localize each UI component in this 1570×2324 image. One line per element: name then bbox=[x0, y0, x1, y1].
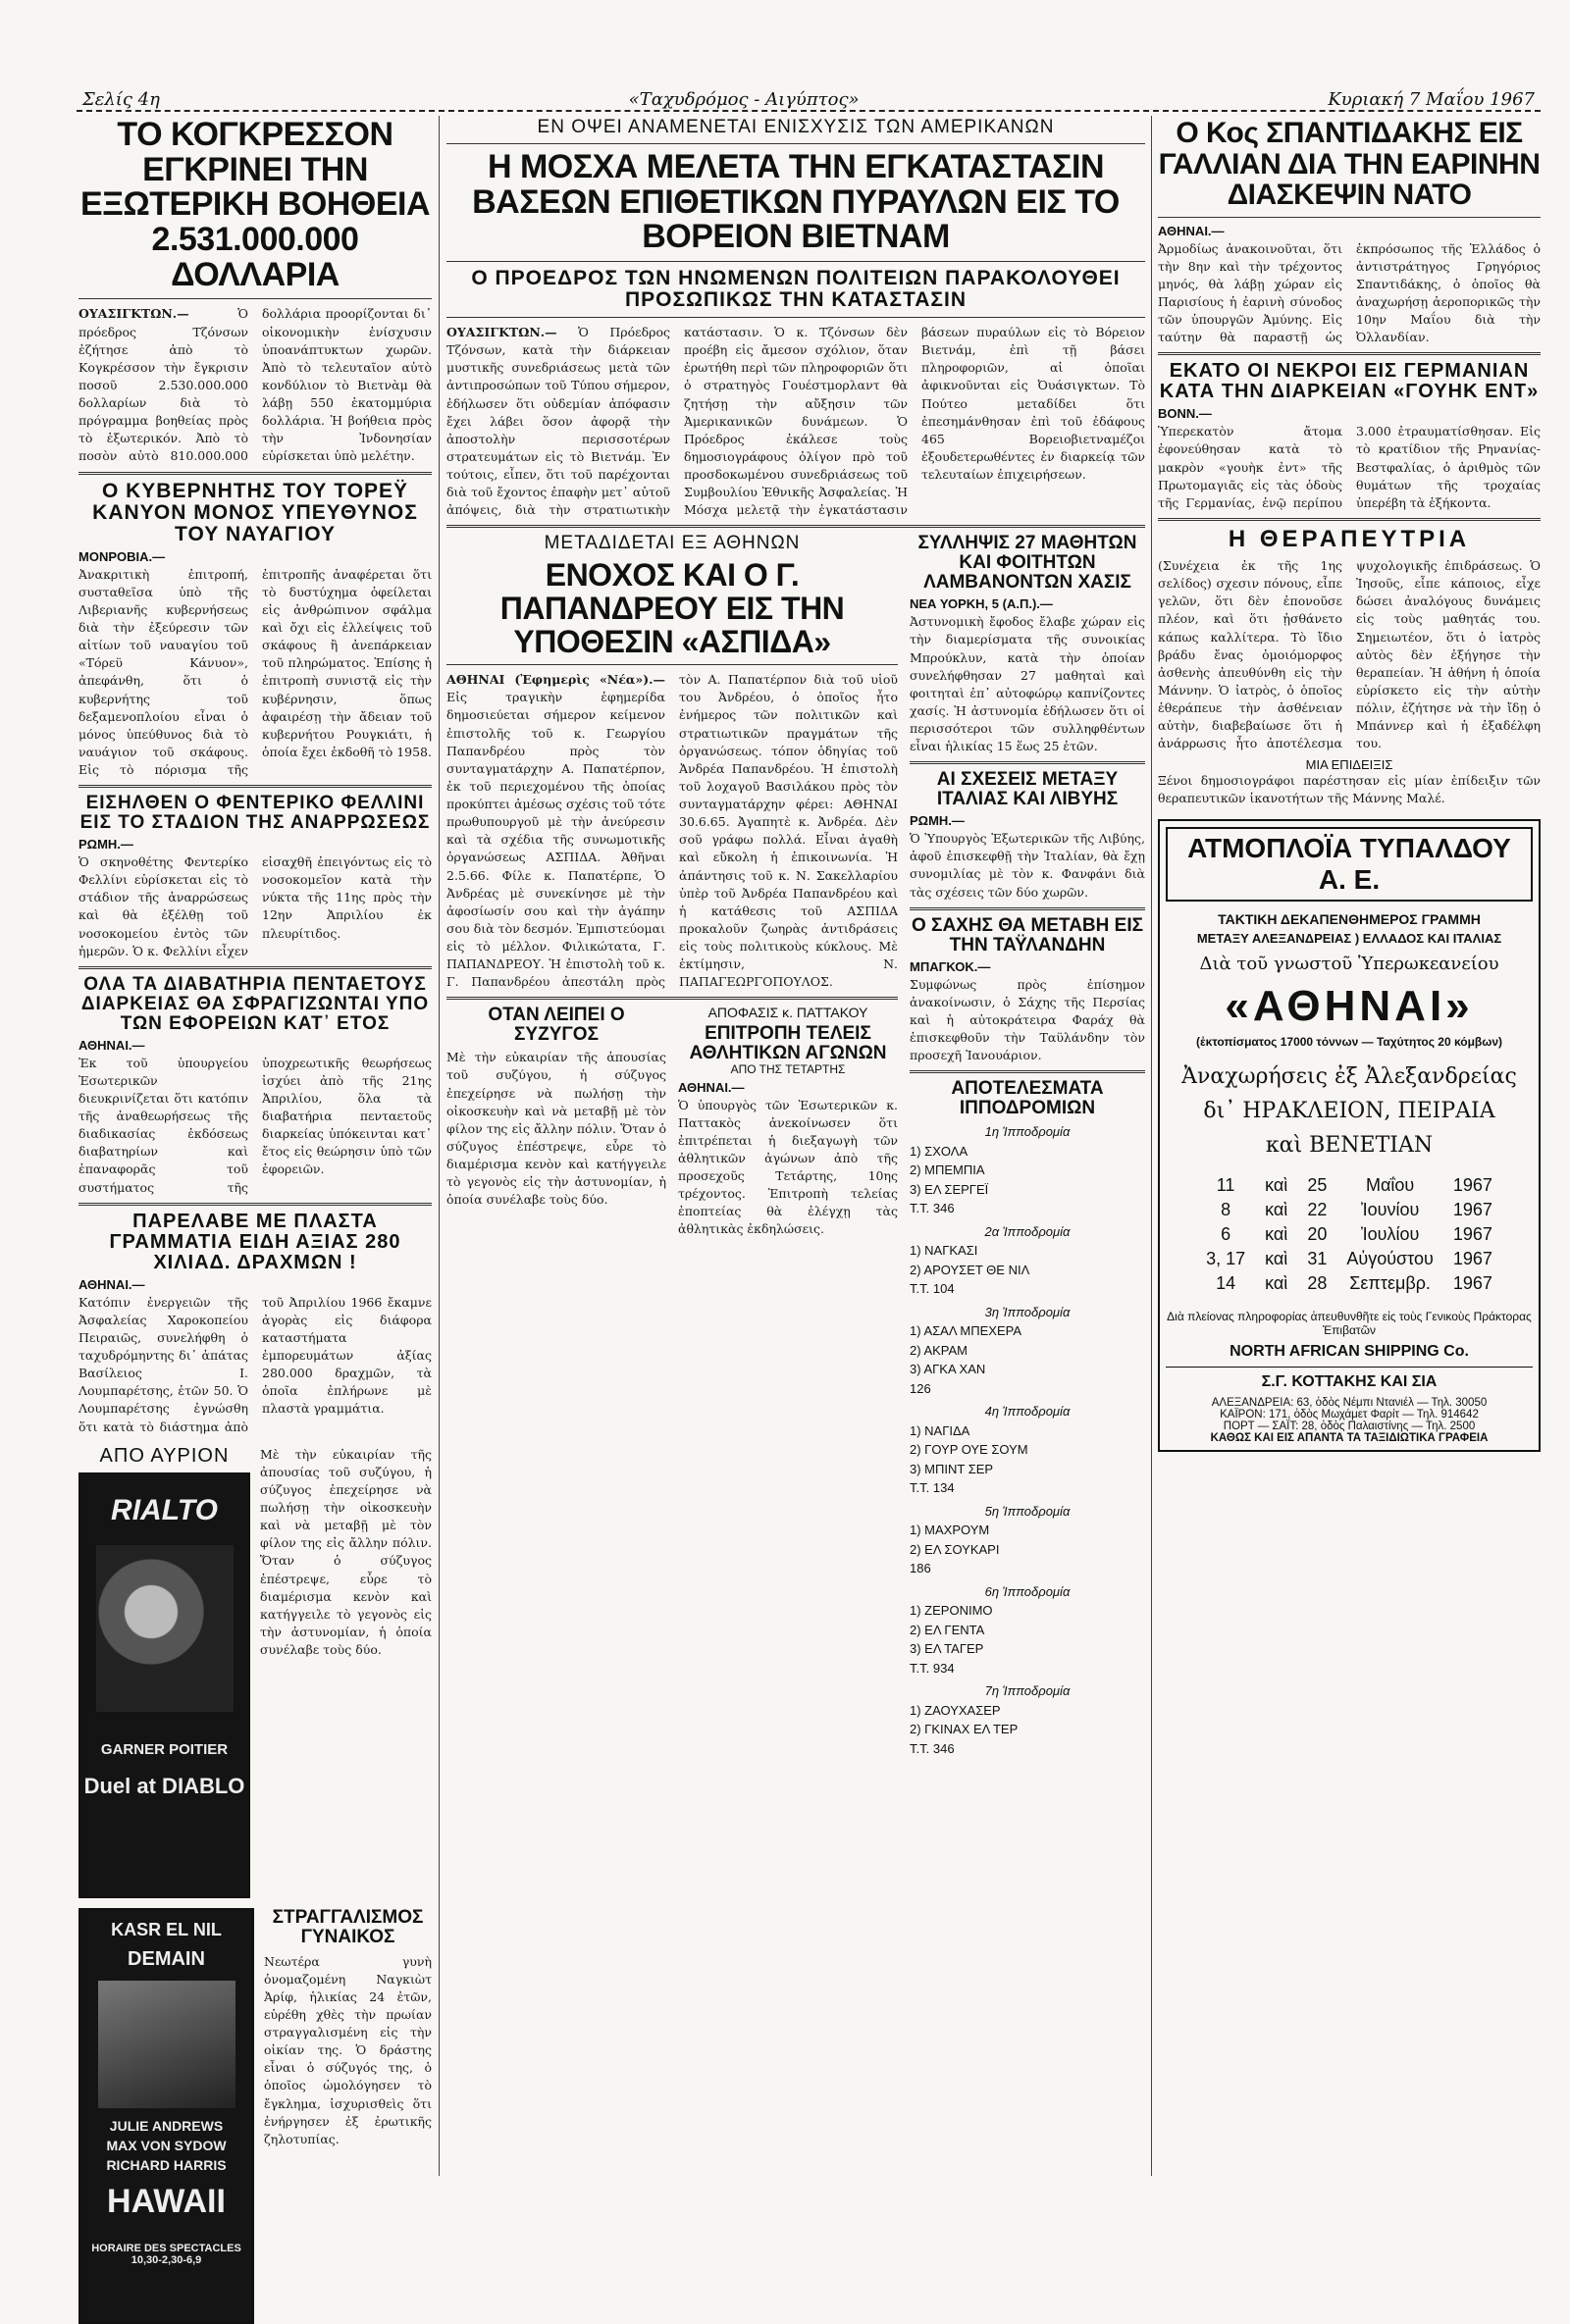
race-result-row: 1) ΝΑΓΙΔΑ bbox=[910, 1422, 970, 1438]
cinema-name: KASR EL NIL bbox=[111, 1919, 222, 1939]
article-fellini: Ὁ σκηνοθέτης Φεντερίκο Φελλίνι εὑρίσκεται εἰς τὸ στάδιον τῆς ἀναρρώσεως καὶ θὰ ἐξέλθῃ τοῦ νοσοκομείου ἐντὸς τῶν ἡμερῶν. Ὁ κ. Φελλίνι εἶχεν εἰσαχθῆ ἐπειγόντως εἰς τὸ νοσοκομεῖον κατὰ τὴν νύκτα τῆς 11ης πρὸς τὴν 12ην Ἀπριλίου ἐκ πλευρίτιδος. bbox=[78, 854, 432, 958]
article-moscow-missiles bbox=[446, 324, 1145, 519]
article-shah: Συμφώνως πρὸς ἐπίσημον ἀνακοίνωσιν, ὁ Σάχης τῆς Περσίας καὶ ἡ αὐτοκράτειρα Φαράχ θὰ ἐπισκεφθοῦν τὴν Ταϋλάνδην τὸν προσεχῆ Ἰανουάριον. bbox=[910, 976, 1145, 1063]
race-result-row: 2) ΕΛ ΓΕΝΤΑ bbox=[910, 1622, 985, 1637]
ad-agent: NORTH AFRICAN SHIPPING Co. bbox=[1230, 1343, 1469, 1361]
race-result-row: 1) ΜΑΧΡΟΥΜ bbox=[910, 1523, 990, 1538]
article-body: Ὁ πρόεδρος Τζόνσων ἐζήτησε ἀπὸ τὸ Κογκρέσσον τὴν ἔγκρισιν ποσοῦ 2.530.000.000 δολλαρίων διὰ τὸ πρόγραμμα βοηθείας πρὸς τὸ ἐξωτερικόν. Ἀπὸ τὸ ποσὸν αὐτὸ 810.000.000 δολλάρια προορίζονται δι᾽ οἰκονομικὴν ἐνίσχυσιν ὑποανάπτυκτων χωρῶν. Ἀπὸ τὸ τελευταῖον αὐτὸ κονδύλιον τὸ Βιετνὰμ θὰ λάβῃ 550 ἑκατομμύρια δολλάρια. Ἡ βοήθεια πρὸς τὴν Ἰνδονησίαν εὑρίσκεται ὑπὸ μελέτην. bbox=[78, 306, 432, 464]
dateline: ΑΘΗΝΑΙ.— bbox=[678, 1079, 745, 1095]
film-title: HAWAII bbox=[107, 2182, 226, 2220]
schedule-cell: 25 bbox=[1307, 1175, 1328, 1196]
race-result-row: 2) ΓΚΙΝΑΧ ΕΛ ΤΕΡ bbox=[910, 1722, 1019, 1737]
schedule-cell: 14 bbox=[1216, 1273, 1236, 1294]
headline-shah: Ο ΣΑΧΗΣ ΘΑ ΜΕΤΑΒΗ ΕΙΣ ΤΗΝ ΤΑΫΛΑΝΔΗΝ bbox=[911, 914, 1143, 955]
ad-tonnage: (ἐκτοπίσματος 17000 τόννων — Ταχύτητος 20 κόμβων) bbox=[1195, 1035, 1503, 1050]
race-heading: 6η Ἱπποδρομία bbox=[984, 1583, 1071, 1599]
ad-ship-name: «ΑΘΗΝΑΙ» bbox=[1225, 982, 1474, 1031]
headline-committee: ΕΠΙΤΡΟΠΗ ΤΕΛΕΙΣ ΑΘΛΗΤΙΚΩΝ ΑΓΩΝΩΝ bbox=[689, 1023, 887, 1064]
cast-2: MAX VON SYDOW bbox=[106, 2137, 227, 2153]
race-result-row: 3) ΜΠΙΝΤ ΣΕΡ bbox=[910, 1461, 994, 1476]
schedule-cell: 22 bbox=[1307, 1200, 1328, 1220]
race-result-row: Τ.Τ. 104 bbox=[910, 1281, 955, 1297]
schedule-row bbox=[1196, 1247, 1502, 1271]
main-headline: Η ΜΟΣΧΑ ΜΕΛΕΤΑ ΤΗΝ ΕΓΚΑΤΑΣΤΑΣΙΝ ΒΑΣΕΩΝ ΕΠΙΘΕΤΙΚΩΝ ΠΥΡΑΥΛΩΝ ΕΙΣ ΤΟ ΒΟΡΕΙΟΝ ΒΙΕΤΝΑΜ bbox=[472, 147, 1120, 256]
article-tanker: Ἀνακριτικὴ ἐπιτροπή, συσταθεῖσα ὑπὸ τῆς Λιβεριανῆς κυβερνήσεως διὰ τὴν ἐξεύρεσιν τῶν αἰτίων τοῦ ναυαγίου τοῦ «Τόρεϋ Κάνυον», ἀπεφάνθη, ὅτι ὁ κυβερνήτης τοῦ δεξαμενοπλοίου εἶναι ὁ μόνος ὑπεύθυνος διὰ τὸ ναυάγιον τοῦ σκάφους. Εἰς τὸ πόρισμα τῆς ἐπιτροπῆς ἀναφέρεται ὅτι τὸ δυστύχημα ὀφείλεται εἰς ἀνθρώπινον σφάλμα καὶ ὄχι εἰς ἐλλείψεις τοῦ σκάφους ἢ ἀνεπάρκειαν τοῦ πληρώματος. Ἐπίσης ἡ ἐπιτροπὴ συνιστᾷ εἰς τὴν κυβέρνησιν, ὅπως ἀφαιρέσῃ τὴν ἄδειαν τοῦ κυβερνήτου Ρουγκιάτι, ἡ ὁποία ἔχει ἐκδοθῆ τὸ 1958. bbox=[78, 566, 432, 778]
schedule-cell: 31 bbox=[1307, 1249, 1328, 1269]
article-arrests: Ἀστυνομικὴ ἔφοδος ἔλαβε χώραν εἰς τὴν διαμερίσματα τῆς συνοικίας Μπρούκλυν, κατὰ τὴν ὁποίαν συνελήφθησαν 27 μαθηταὶ καὶ φοιτηταὶ ἐπ᾽ αὐτοφώρῳ καπνίζοντες χασίς. Ἡ ἀστυνομία ἐδήλωσεν ὅτι οἱ περισσότεροι τῶν συλληφθέντων εἶναι ἡλικίας 15 ἕως 25 ἐτῶν. bbox=[910, 614, 1145, 754]
schedule-cell: 1967 bbox=[1452, 1249, 1492, 1269]
race-result-row: 3) ΑΓΚΑ ΧΑΝ bbox=[910, 1362, 986, 1377]
cinema-name: RIALTO bbox=[111, 1493, 218, 1526]
schedule-cell: καὶ bbox=[1265, 1224, 1288, 1245]
race-result-row: 1) ΣΧΟΛΑ bbox=[910, 1143, 968, 1159]
cinema-ad-kasr-el-nil bbox=[78, 1908, 254, 2324]
schedule-cell: καὶ bbox=[1265, 1273, 1288, 1294]
article-fake-bills: Κατόπιν ἐνεργειῶν τῆς Ἀσφαλείας Χαροκοπείου Πειραιῶς, συνελήφθη ὁ ταχυδρόμηντης δι᾽ ἀπάτας Βασίλειος Ι. Λουμπαρέτσης, ἐτῶν 50. Ὁ Λουμπαρέτσης ἐγνώσθη ὅτι κατὰ τὸ διάστημα ἀπὸ τοῦ Ἀπριλίου 1966 ἔκαμνε ἀγορὰς εἰς διάφορα καταστήματα ἐμπορευμάτων ἀξίας 280.000 δραχμῶν, τὰ ὁποῖα ἐπλήρωνε μὲ πλαστὰ γραμμάτια. bbox=[78, 1294, 432, 1434]
headline-papandreou: ΕΝΟΧΟΣ ΚΑΙ Ο Γ. ΠΑΠΑΝΔΡΕΟΥ ΕΙΣ ΤΗΝ ΥΠΟΘΕΣΙΝ «ΑΣΠΙΔΑ» bbox=[499, 557, 845, 659]
dateline: ΜΟΝΡΟΒΙΑ.— bbox=[78, 548, 166, 564]
kicker-athens: ΜΕΤΑΔΙΔΕΤΑΙ ΕΞ ΑΘΗΝΩΝ bbox=[544, 533, 801, 554]
dateline: ΑΘΗΝΑΙ.— bbox=[78, 1037, 145, 1053]
schedule-cell: Μαΐου bbox=[1365, 1175, 1415, 1196]
article-committee: Ὁ ὑπουργὸς τῶν Ἐσωτερικῶν κ. Παττακὸς ἀνεκοίνωσεν ὅτι ἐπιτρέπεται ἡ διεξαγωγὴ τῶν ἀθλητικῶν ἀγώνων ἀπὸ τῆς προσεχοῦς Τετάρτης, 10ης τρέχοντος. Ἐπιτροπὴ τελείας ἐποπτείας θὰ ἐλέγχῃ τὰς ἀθλητικὰς ἐκδηλώσεις. bbox=[678, 1097, 898, 1237]
race-result-row: Τ.Τ. 934 bbox=[910, 1660, 955, 1676]
dateline: ΒΟΝΝ.— bbox=[1158, 406, 1212, 422]
ad-departures: Ἀναχωρήσεις ἐξ Ἀλεξανδρείας bbox=[1181, 1064, 1517, 1090]
race-results bbox=[910, 1122, 1145, 1758]
headline-wife: ΟΤΑΝ ΛΕΙΠΕΙ Ο ΣΥΖΥΓΟΣ bbox=[488, 1005, 625, 1046]
schedule-row bbox=[1196, 1173, 1502, 1198]
page-masthead bbox=[77, 84, 1541, 112]
showtimes: HORAIRE DES SPECTACLES 10,30-2,30-6,9 bbox=[91, 2242, 241, 2266]
race-result-row: 126 bbox=[910, 1380, 931, 1396]
shipping-ad bbox=[1158, 819, 1541, 1452]
ad-agent-2: Σ.Γ. ΚΟΤΤΑΚΗΣ ΚΑΙ ΣΙΑ bbox=[1166, 1367, 1533, 1391]
article-healer: (Συνέχεια ἐκ τῆς 1ης σελίδος) σχεσιν πόνους, εἶπε γελῶν, ὅτι δὲν ἐπονοῦσε πλέον, καὶ ὅτι ᾐσθάνετο κάπως καλλίτερα. Τὸ ἴδιο βράδυ ἔνας ὁμοιόμορφος ἀσθενὴς ἀπευθύνθη εἰς τὴν Μάννην. Ὁ ἰατρὸς, ὁ ὁποῖος ἐθεράπευε τὴν ἀσθένειαν αὐτὴν, διαβεβαίωσε ὅτι ἡ ἀνάρρωσις ἦτο ἀποτέλεσμα ψυχολογικῆς ἐπιδράσεως. Ὁ Ἰησοῦς, εἶπε κάποιος, εἶχε δώσει ἀναλόγους δυνάμεις εἰς τοὺς μαθητάς του. Σημειωτέον, ὅτι ὁ ἰατρὸς αὐτὸς δὲν ἐξήγησε τὴν θεραπείαν. Ἡ ἀθήνη ἡ ὁποία εὑρίσκετο εἰς τὴν αὐτὴν πόλιν, ἐζήτησε νὰ τὴν ἴδῃ ὁ Μπάννερ καὶ ἡ ἐξαδέλφη του. bbox=[1158, 558, 1541, 751]
race-result-row: Τ.Τ. 346 bbox=[910, 1201, 955, 1216]
dateline: ΑΘΗΝΑΙ.— bbox=[78, 1276, 145, 1292]
article-spantidakis: Ἀρμοδίως ἀνακοινοῦται, ὅτι τὴν 8ην καὶ τὴν τρέχοντος μηνός, θὰ λάβῃ χώραν εἰς Παρισίους ἡ ἐαρινὴ σύνοδος τῶν ὑπουργῶν Ἀμύνης. Εἰς ταύτην θὰ παραστῇ ὡς ἐκπρόσωπος τῆς Ἑλλάδος ὁ ἀντιστράτηγος Γρηγόριος Σπαντιδάκης, ὁ ὁποῖος θὰ ἀναχωρήσῃ ἀεροπορικῶς τὴν 10ην Μαΐου διὰ τὴν Ὀλλανδίαν. bbox=[1158, 240, 1541, 345]
headline-healer: Η ΘΕΡΑΠΕΥΤΡΙΑ bbox=[1228, 525, 1471, 552]
article-germany-dead: Ὑπερεκατὸν ἄτομα ἐφονεύθησαν κατὰ τὸ μακρὸν «γουὴκ ἐντ» τῆς Πρωτομαγιᾶς εἰς τὰς ὁδοὺς τῆς Γερμανίας, ἐνῷ περίπου 3.000 ἐτραυματίσθησαν. Εἰς τὸ κρατίδιον τῆς Ρηνανίας-Βεστφαλίας, ὁ ἀριθμὸς τῶν θυμάτων τῆς τροχαίας ὑπερέβη τὰ ἑξήκοντα. bbox=[1158, 424, 1541, 510]
ad-via: δι᾽ ΗΡΑΚΛΕΙΟΝ, ΠΕΙΡΑΙΑ bbox=[1203, 1099, 1495, 1124]
headline-pattakos: ΑΠΟΦΑΣΙΣ κ. ΠΑΤΤΑΚΟΥ bbox=[707, 1005, 868, 1021]
race-heading: 4η Ἱπποδρομία bbox=[984, 1404, 1071, 1420]
center-column bbox=[446, 118, 1145, 2174]
film-title: Duel at DIABLO bbox=[83, 1773, 245, 1798]
race-result-row: 1) ΝΑΓΚΑΣΙ bbox=[910, 1243, 978, 1259]
race-result-row: Τ.Τ. 346 bbox=[910, 1740, 955, 1756]
departure-schedule bbox=[1196, 1173, 1502, 1296]
race-result-row: 1) ΑΣΑΛ ΜΠΕΧΕΡΑ bbox=[910, 1323, 1022, 1339]
race-result-row: 1) ΖΑΟΥΧΑΣΕΡ bbox=[910, 1702, 1001, 1718]
headline-germany-dead: ΕΚΑΤΟ ΟΙ ΝΕΚΡΟΙ ΕΙΣ ΓΕΡΜΑΝΙΑΝ ΚΑΤΑ ΤΗΝ ΔΙΑΡΚΕΙΑΝ «ΓΟΥΗΚ ΕΝΤ» bbox=[1159, 360, 1540, 403]
article-body: Εἰς τραγικὴν ἐφημερίδα δημοσιεύεται σήμερον κείμενον ἐπιστολῆς τοῦ κ. Γεωργίου Παπανδρέου πρὸς τὸν συνταγματάρχην Α. Παπατέρπον, ἐκ τοῦ περιεχομένου τῆς ὁποίας προκύπτει ἀμέσως σχέσις τοῦ τότε πρωθυπουργοῦ μὲ τὴν ἀνεύρεσιν καὶ τὰ σχέδια τῆς συνωμοτικῆς ὀργανώσεως ΑΣΠΙΔΑ. Ἀθῆναι 2.5.66. Φίλε κ. Παπατέρπε, Ὁ Ἀνδρέας μὲ συνεκίνησε μὲ τὴν ἀφοσίωσίν σου καὶ τὴν ἀγάπην σου διὰ τὸν δεσμόν. Ἐμπιστεύομαι εἰς τὸ μέλλον. Φιλικώτατα, Γ. ΠΑΠΑΝΔΡΕΟΥ. Ἡ ἐπιστολὴ τοῦ κ. Γ. Παπανδρέου ἀπεστάλη πρὸς τὸν Α. Παπατέρπον διὰ τοῦ υἱοῦ του Ἀνδρέου, ὁ ὁποῖος ἦτο ἐνήμερος τῶν πολιτικῶν καὶ στρατιωτικῶν πραγμάτων τῆς ὀργανώσεως. bbox=[446, 672, 898, 990]
column-divider bbox=[1151, 116, 1152, 2176]
ad-illustration bbox=[98, 1981, 236, 2108]
headline-foreign-aid: ΤΟ ΚΟΓΚΡΕΣΣΟΝ ΕΓΚΡΙΝΕΙ ΤΗΝ ΕΞΩΤΕΡΙΚΗ ΒΟΗΘΕΙΑ 2.531.000.000 ΔΟΛΛΑΡΙΑ bbox=[79, 116, 431, 293]
race-heading: 1η Ἱπποδρομία bbox=[984, 1124, 1071, 1140]
article-body: Μὲ τὴν εὐκαιρίαν τῆς ἀπουσίας τοῦ συζύγου, ἡ σύζυγος ἐπεχείρησε νὰ πωλήσῃ τὴν οἰκοσκευὴν καὶ νὰ μεταβῇ μὲ τὸν φίλον της εἰς ἄλλην πόλιν. Ὅταν ὁ σύζυγος ἐπέστρεψε, εὗρε τὸ διαμέρισμα κενὸν καὶ κατήγγειλε τὸ γεγονὸς εἰς τὴν ἀστυνομίαν, ἡ ὁποία συνέλαβε τοὺς δύο. bbox=[260, 1446, 432, 1658]
column-divider bbox=[439, 116, 440, 2176]
race-result-row: 2) ΕΛ ΣΟΥΚΑΡΙ bbox=[910, 1541, 1000, 1557]
headline-fake-bills: ΠΑΡΕΛΑΒΕ ΜΕ ΠΛΑΣΤΑ ΓΡΑΜΜΑΤΙΑ ΕΙΔΗ ΑΞΙΑΣ 280 ΧΙΛΙΑΔ. ΔΡΑΧΜΩΝ ! bbox=[109, 1210, 401, 1273]
article-italy-libya: Ὁ Ὑπουργὸς Ἐξωτερικῶν τῆς Λιβύης, ἀφοῦ ἐπισκεφθῇ τὴν Ἰταλίαν, θὰ ἔχῃ συνομιλίας μὲ τὸν κ. Φανφάνι διὰ τὰς σχέσεις τῶν δύο χωρῶν. bbox=[910, 831, 1145, 900]
race-result-row: 186 bbox=[910, 1561, 931, 1576]
ad-info: Διὰ πλείονας πληροφορίας ἀπευθυνθῆτε εἰς τοὺς Γενικοὺς Πράκτορας Ἐπιβατῶν bbox=[1167, 1310, 1532, 1338]
dateline: ΜΠΑΓΚΟΚ.— bbox=[910, 958, 991, 974]
ad-address: ΚΑΪΡΟΝ: 171, ὁδὸς Μωχάμετ Φαρίτ — Τηλ. 914642 bbox=[1220, 1409, 1479, 1421]
paper-name: «Ταχυδρόμος - Αιγύπτος» bbox=[623, 89, 865, 110]
page-number: Σελίς 4η bbox=[77, 89, 166, 110]
article-demonstration: Ξένοι δημοσιογράφοι παρέστησαν εἰς μίαν ἐπίδειξιν τῶν θεραπευτικῶν ἱκανοτήτων τῆς Μάννης Μαλέ. bbox=[1158, 773, 1541, 806]
schedule-cell: 1967 bbox=[1452, 1200, 1492, 1220]
ad-address: ΠΟΡΤ — ΣΑΪΤ: 28, ὁδὸς Παλαιστίνης — Τηλ. 2500 bbox=[1223, 1420, 1476, 1433]
schedule-row bbox=[1196, 1198, 1502, 1222]
subheadline-demonstration: ΜΙΑ ΕΠΙΔΕΙΞΙΣ bbox=[1305, 757, 1393, 773]
article-wife: Μὲ τὴν εὐκαιρίαν τῆς ἀπουσίας τοῦ συζύγου, ἡ σύζυγος ἐπεχείρησε νὰ πωλήσῃ τὴν οἰκοσκευὴν καὶ νὰ μεταβῇ μὲ τὸν φίλον της εἰς ἄλλην πόλιν. Ὅταν ὁ σύζυγος ἐπέστρεψε, εὗρε τὸ διαμέρισμα κενὸν καὶ κατήγγειλε τὸ γεγονὸς εἰς τὴν ἀστυνομίαν, ἡ ὁποία συνέλαβε τοὺς δύο. bbox=[446, 1050, 666, 1208]
article-body: Ὁ Πρόεδρος Τζόνσων, κατὰ τὴν διάρκειαν μυστικῆς συνεδριάσεως μετὰ τῶν ἀντιπροσώπων τοῦ Τύπου σήμερον, ἐδήλωσεν ὅτι οὐδεμίαν ἀπόφασιν ἔχει λάβει ὅσον ἀφορᾷ τὴν ἀποστολὴν περισσοτέρων στρατευμάτων εἰς τὸ Βιετνάμ. Ἐν τούτοις, εἶπεν, ὅτι τοῦ παρέχονται διὰ τοῦ ἔχοντος ἐπαφὴν μετ᾽ αὐτοῦ ἀπόψεις, διὰ τὴν στρατιωτικὴν κατάστασιν. Ὁ κ. Τζόνσων δὲν προέβη εἰς ἄμεσον σχόλιον, ὅταν ἐρωτήθη περὶ τῶν πληροφοριῶν ὅτι ὁ στρατηγὸς Γουέστμορλαντ θὰ ζητήσῃ τὴν αὔξησιν τῶν Ἀμερικανικῶν δυνάμεων. Ὁ Πρόεδρος ἐκάλεσε τοὺς δημοσιογράφους ὀλίγον πρὸ τοῦ προσδοκωμένου συνεδριάσεως τοῦ Συμβουλίου Ἐθνικῆς Ἀσφαλείας. Ἡ Μόσχα μελετᾷ τὴν ἐγκατάστασιν βάσεων πυραύλων εἰς τὸ Βόρειον Βιετνάμ, ἐπὶ τῇ βάσει πληροφοριῶν, αἱ ὁποῖαι ἀφικνοῦνται εἰς Ὀυάσιγκτων. Τὸ Πούτεο μεταδίδει ὅτι ἐπεσημάνθησαν ἐπὶ τοῦ ἐδάφους 465 Βορειοβιετναμέζοι ἐξουδετερωθέντες ἐν διαρκείᾳ τῶν τελευταίων ἐπιχειρήσεων. bbox=[446, 325, 1145, 518]
ad-and: καὶ ΒΕΝΕΤΙΑΝ bbox=[1265, 1133, 1434, 1159]
dateline: ΑΘΗΝΑΙ (Ἐφημερὶς «Νέα»).— bbox=[446, 672, 665, 688]
race-heading: 3η Ἱπποδρομία bbox=[984, 1304, 1071, 1319]
schedule-cell: Ἰουλίου bbox=[1360, 1224, 1420, 1245]
race-result-row: 3) ΕΛ ΤΑΓΕΡ bbox=[910, 1641, 984, 1657]
race-result-row: 3) ΕΛ ΣΕΡΓΕΪ bbox=[910, 1181, 989, 1197]
cast-1: JULIE ANDREWS bbox=[109, 2117, 224, 2134]
subheadline-committee: ΑΠΟ ΤΗΣ ΤΕΤΑΡΤΗΣ bbox=[730, 1062, 846, 1076]
ad-line: ΜΕΤΑΞΥ ΑΛΕΞΑΝΔΡΕΙΑΣ ) ΕΛΛΑΔΟΣ ΚΑΙ ΙΤΑΛΙΑΣ bbox=[1196, 931, 1502, 947]
headline-italy-libya: ΑΙ ΣΧΕΣΕΙΣ ΜΕΤΑΞΥ ΙΤΑΛΙΑΣ ΚΑΙ ΛΙΒΥΗΣ bbox=[936, 769, 1119, 810]
schedule-cell: 1967 bbox=[1452, 1273, 1492, 1294]
ad-company: ΑΤΜΟΠΛΟΪΑ ΤΥΠΑΛΔΟΥ Α. Ε. bbox=[1166, 827, 1533, 902]
race-result-row: 2) ΑΡΟΥΣΕΤ ΘΕ ΝΙΛ bbox=[910, 1262, 1030, 1277]
schedule-row bbox=[1196, 1222, 1502, 1247]
race-result-row: Τ.Τ. 134 bbox=[910, 1480, 955, 1496]
issue-date: Κυριακή 7 Μαΐου 1967 bbox=[1322, 89, 1541, 110]
article-foreign-aid bbox=[78, 305, 432, 465]
schedule-cell: 1967 bbox=[1452, 1224, 1492, 1245]
right-column bbox=[1158, 118, 1541, 2174]
race-result-row: 2) ΜΠΕΜΠΙΑ bbox=[910, 1162, 985, 1178]
headline-passports: ΟΛΑ ΤΑ ΔΙΑΒΑΤΗΡΙΑ ΠΕΝΤΑΕΤΟΥΣ ΔΙΑΡΚΕΙΑΣ ΘΑ ΣΦΡΑΓΙΖΩΝΤΑΙ ΥΠΟ ΤΩΝ ΕΦΟΡΕΙΩΝ ΚΑΤ᾽ ΕΤΟΣ bbox=[80, 973, 430, 1034]
schedule-cell: Σεπτεμβρ. bbox=[1349, 1273, 1431, 1294]
schedule-cell: 11 bbox=[1216, 1175, 1235, 1196]
cast-3: RICHARD HARRIS bbox=[106, 2156, 227, 2173]
dateline: ΡΩΜΗ.— bbox=[910, 813, 965, 829]
headline-fellini: ΕΙΣΗΛΘΕΝ Ο ΦΕΝΤΕΡΙΚΟ ΦΕΛΛΙΝΙ ΕΙΣ ΤΟ ΣΤΑΔΙΟΝ ΤΗΣ ΑΝΑΡΡΩΣΕΩΣ bbox=[79, 793, 431, 834]
kicker-headline: ΕΝ ΟΨΕΙ ΑΝΑΜΕΝΕΤΑΙ ΕΝΙΣΧΥΣΙΣ ΤΩΝ ΑΜΕΡΙΚΑΝΩΝ bbox=[537, 117, 1055, 137]
schedule-cell: καὶ bbox=[1265, 1175, 1288, 1196]
ad-from-tomorrow: ΑΠΟ ΑΥΡΙΟΝ bbox=[99, 1444, 230, 1467]
schedule-cell: 1967 bbox=[1452, 1175, 1492, 1196]
ad-demain: DEMAIN bbox=[128, 1947, 205, 1970]
ad-address: ΑΛΕΞΑΝΔΡΕΙΑ: 63, ὁδὸς Νέμπι Ντανιέλ — Τηλ. 30050 bbox=[1211, 1397, 1488, 1410]
ad-illustration bbox=[96, 1545, 234, 1712]
article-body-continued: τόπον ὁδηγίας τοῦ Ἀνδρέα Παπανδρέου. Ἡ ἐπιστολὴ τοῦ λοχαγοῦ Βασιλάκου πρὸς τὸν συνταγματάρχην φέρει: ΑΘΗΝΑΙ 30.6.65. Ἀγαπητὲ κ. Ἀνδρέα. Δὲν σοῦ γράφω πολλά. Εἶναι ἀγαθὴ καὶ εὔκολη ἡ ἐπικοινωνία. Ἡ ἀπάντησις τοῦ κ. Ν. Σακελλαρίου ὑπὲρ τοῦ Ἀνδρέα Παπανδρέου καὶ ἡ κατάθεσις τοῦ ΑΣΠΙΔΑ προκαλοῦν ζωηρὰς ἀντιδράσεις εἰς τοὺς πολιτικοὺς κύκλους. Μὲ ἐκτίμησιν, Ν. ΠΑΠΑΓΕΩΡΓΟΠΟΥΛΟΣ. bbox=[679, 743, 898, 990]
dateline: ΑΘΗΝΑΙ.— bbox=[1158, 223, 1225, 238]
ad-line: Διὰ τοῦ γνωστοῦ Ὑπερωκεανείου bbox=[1199, 954, 1499, 975]
headline-tanker: Ο ΚΥΒΕΡΝΗΤΗΣ ΤΟΥ ΤΟΡΕΫ ΚΑΝΥΟΝ ΜΟΝΟΣ ΥΠΕΥΘΥΝΟΣ ΤΟΥ ΝΑΥΑΓΙΟΥ bbox=[92, 479, 418, 545]
article-strangle-continued bbox=[260, 1446, 432, 1898]
cinema-ad-rialto bbox=[78, 1472, 250, 1898]
article-strangle: Νεωτέρα γυνὴ ὀνομαζομένη Ναγκιὼτ Ἀρίφ, ἡλικίας 24 ἐτῶν, εὑρέθη χθὲς τὴν πρωίαν στραγγαλισμένη εἰς τὴν οἰκίαν της. Ὁ δράστης εἶναι ὁ σύζυγός της, ὁ ὁποῖος ὡμολόγησεν τὸ ἔγκλημα, ἰσχυρισθεὶς ὅτι ἐνήργησεν ἐξ ἐρωτικῆς ζηλοτυπίας. bbox=[264, 1953, 432, 2146]
schedule-cell: καὶ bbox=[1265, 1200, 1288, 1220]
article-passports: Ἐκ τοῦ ὑπουργείου Ἐσωτερικῶν διευκρινίζεται ὅτι κατόπιν τῆς ἀναθεωρήσεως τῆς διαδικασίας ἐκδόσεως διαβατηρίων καὶ ἐπαναφορᾶς τοῦ συστήματος τῆς ὑποχρεωτικῆς θεωρήσεως ἰσχύει ἀπὸ τῆς 21ης Ἀπριλίου, ὅλα τὰ διαβατήρια πενταετοῦς διαρκείας ὑπόκεινται κατ᾽ ἔτος εἰς θεώρησιν ὑπὸ τῶν ἐφορειῶν. bbox=[78, 1055, 432, 1195]
schedule-cell: 6 bbox=[1221, 1224, 1231, 1245]
ad-address: ΚΑΘΩΣ ΚΑΙ ΕΙΣ ΑΠΑΝΤΑ ΤΑ ΤΑΞΙΔΙΩΤΙΚΑ ΓΡΑΦΕΙΑ bbox=[1210, 1432, 1489, 1445]
schedule-cell: Ἰουνίου bbox=[1360, 1200, 1420, 1220]
race-heading: 7η Ἱπποδρομία bbox=[984, 1683, 1071, 1699]
schedule-cell: 28 bbox=[1307, 1273, 1328, 1294]
schedule-row bbox=[1196, 1271, 1502, 1296]
dateline: ΟΥΑΣΙΓΚΤΩΝ.— bbox=[78, 306, 189, 322]
schedule-cell: καὶ bbox=[1265, 1249, 1288, 1269]
race-result-row: 2) ΑΚΡΑΜ bbox=[910, 1342, 968, 1358]
dateline: ΟΥΑΣΙΓΚΤΩΝ.— bbox=[446, 325, 557, 340]
schedule-cell: 8 bbox=[1221, 1200, 1231, 1220]
schedule-cell: 20 bbox=[1307, 1224, 1328, 1245]
main-subheadline: Ο ΠΡΟΕΔΡΟΣ ΤΩΝ ΗΝΩΜΕΝΩΝ ΠΟΛΙΤΕΙΩΝ ΠΑΡΑΚΟΛΟΥΘΕΙ ΠΡΟΣΩΠΙΚΩΣ ΤΗΝ ΚΑΤΑΣΤΑΣΙΝ bbox=[471, 267, 1121, 312]
dateline: ΝΕΑ ΥΟΡΚΗ, 5 (Α.Π.).— bbox=[910, 596, 1053, 612]
headline-arrests: ΣΥΛΛΗΨΙΣ 27 ΜΑΘΗΤΩΝ ΚΑΙ ΦΟΙΤΗΤΩΝ ΛΑΜΒΑΝΟΝΤΩΝ ΧΑΣΙΣ bbox=[917, 533, 1137, 594]
headline-race-results: ΑΠΟΤΕΛΕΣΜΑΤΑ ΙΠΠΟΔΡΟΜΙΩΝ bbox=[951, 1078, 1104, 1119]
schedule-cell: Αὐγούστου bbox=[1346, 1249, 1434, 1269]
race-result-row: 1) ΖΕΡΟΝΙΜΟ bbox=[910, 1603, 993, 1619]
schedule-cell: 3, 17 bbox=[1206, 1249, 1246, 1269]
article-papandreou bbox=[446, 671, 898, 991]
race-heading: 5η Ἱπποδρομία bbox=[984, 1503, 1071, 1519]
dateline: ΡΩΜΗ.— bbox=[78, 837, 133, 852]
film-stars: GARNER POITIER bbox=[100, 1740, 229, 1758]
ad-line: ΤΑΚΤΙΚΗ ΔΕΚΑΠΕΝΘΗΜΕΡΟΣ ΓΡΑΜΜΗ bbox=[1218, 911, 1481, 928]
headline-spantidakis: Ο Κος ΣΠΑΝΤΙΔΑΚΗΣ ΕΙΣ ΓΑΛΛΙΑΝ ΔΙΑ ΤΗΝ ΕΑΡΙΝΗΝ ΔΙΑΣΚΕΨΙΝ ΝΑΤΟ bbox=[1158, 117, 1541, 211]
race-result-row: 2) ΓΟΥΡ ΟΥΕ ΣΟΥΜ bbox=[910, 1442, 1028, 1458]
race-heading: 2α Ἱπποδρομία bbox=[984, 1223, 1071, 1239]
left-column bbox=[78, 116, 432, 2266]
headline-strangle: ΣΤΡΑΓΓΑΛΙΣΜΟΣ ΓΥΝΑΙΚΟΣ bbox=[272, 1906, 424, 1947]
